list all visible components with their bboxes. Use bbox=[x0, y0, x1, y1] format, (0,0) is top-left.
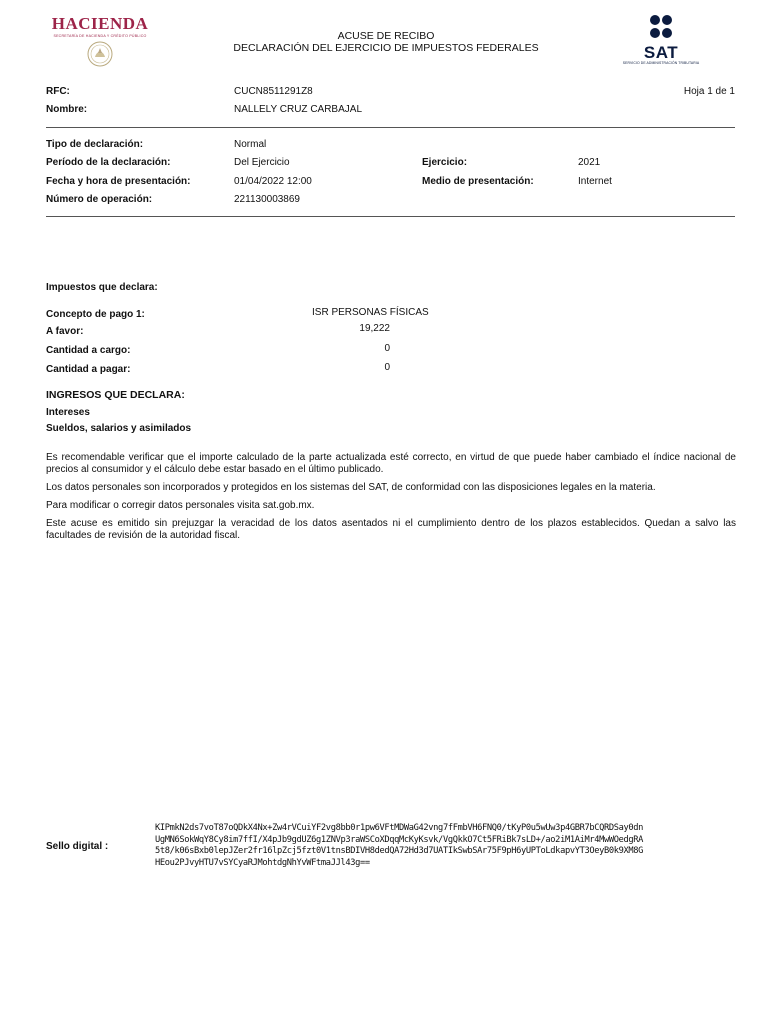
numero-value: 221130003869 bbox=[234, 194, 300, 205]
document-title bbox=[200, 30, 572, 54]
divider-top bbox=[46, 127, 735, 128]
concepto-label: Concepto de pago 1: bbox=[46, 309, 145, 320]
nombre-value: NALLELY CRUZ CARBAJAL bbox=[234, 104, 363, 115]
cargo-label: Cantidad a cargo: bbox=[46, 345, 131, 356]
concepto-value: ISR PERSONAS FÍSICAS bbox=[312, 307, 429, 318]
sello-digital-value: KIPmkN2ds7voT87oQDkX4Nx+Zw4rVCuiYF2vg8bb0r1pw6VFtMDWaG42vng7fFmbVH6FNQ0/tKyP0u5wUw3p4GBR7bCQRDSay0dn UgMN6SokWqY8Cy8im7ffI/X4pJb9gdUZ6g1ZNVp3raWSCoXDqqMcKyKsvk/VgQkkO7Ct5FRiBk7sLD+/ao2iM1AiMr4MwWOedgRA 5t8/k06sBxb0lepJZer2fr16lpZcj5fzt0V1tnsBDIVH8dedQA72Hd3d7UATIkSwbSAr75F9pH6yUPToLdkapvYT3OeyB0k9XM8G HEou2PJvyHTU7vSYCyaRJMohtdgNhYvWFtmaJJl43g== bbox=[155, 823, 644, 868]
numero-label: Número de operación: bbox=[46, 194, 153, 205]
cargo-value: 0 bbox=[384, 343, 390, 354]
periodo-label: Período de la declaración: bbox=[46, 157, 171, 168]
ejercicio-value: 2021 bbox=[578, 157, 601, 168]
hacienda-logo bbox=[50, 14, 150, 70]
nombre-label: Nombre: bbox=[46, 104, 88, 115]
fecha-label: Fecha y hora de presentación: bbox=[46, 176, 191, 187]
pagar-label: Cantidad a pagar: bbox=[46, 364, 131, 375]
title-line-2: DECLARACIÓN DEL EJERCICIO DE IMPUESTOS FEDERALES bbox=[233, 42, 539, 54]
pagar-value: 0 bbox=[384, 362, 390, 373]
periodo-value: Del Ejercicio bbox=[234, 157, 290, 168]
title-line-1: ACUSE DE RECIBO bbox=[337, 30, 435, 42]
sat-dots-icon bbox=[641, 14, 681, 40]
fecha-value: 01/04/2022 12:00 bbox=[234, 176, 312, 187]
favor-label: A favor: bbox=[46, 326, 84, 337]
rfc-label: RFC: bbox=[46, 86, 70, 97]
tipo-label: Tipo de declaración: bbox=[46, 139, 144, 150]
sat-logo-wordmark: SAT bbox=[643, 43, 679, 62]
sat-logo bbox=[620, 14, 702, 70]
rfc-value: CUCN8511291Z8 bbox=[234, 86, 313, 97]
divider-bottom bbox=[46, 216, 735, 217]
notice-paragraph: Es recomendable verificar que el importe calculado de la parte actualizada esté correcto, en virtud de que puede haber cambiado el índice nacional de precios al consumidor y el cálculo debe estar basado en el último publicado. bbox=[46, 452, 736, 475]
medio-value: Internet bbox=[578, 176, 612, 187]
notice-paragraph: Este acuse es emitido sin prejuzgar la veracidad de los datos asentados ni el cumplimiento dentro de los plazos establecidos. Quedan a salvo las facultades de revisión de la autoridad fiscal. bbox=[46, 518, 736, 541]
notice-paragraph: Los datos personales son incorporados y protegidos en los sistemas del SAT, de conformidad con las disposiciones legales en la materia. bbox=[46, 482, 656, 493]
page-indicator: Hoja 1 de 1 bbox=[683, 86, 735, 97]
sello-label: Sello digital : bbox=[46, 841, 109, 852]
tipo-value: Normal bbox=[234, 139, 267, 150]
notice-paragraph: Para modificar o corregir datos personales visita sat.gob.mx. bbox=[46, 500, 315, 511]
impuestos-heading: Impuestos que declara: bbox=[46, 282, 158, 293]
hacienda-logo-wordmark: HACIENDA bbox=[51, 14, 149, 33]
coat-of-arms-icon bbox=[87, 41, 113, 67]
ingresos-heading: INGRESOS QUE DECLARA: bbox=[46, 389, 185, 401]
ingreso-item: Intereses bbox=[46, 407, 90, 418]
medio-label: Medio de presentación: bbox=[422, 176, 534, 187]
favor-value: 19,222 bbox=[359, 323, 390, 334]
ejercicio-label: Ejercicio: bbox=[422, 157, 468, 168]
hacienda-logo-subtitle: SECRETARÍA DE HACIENDA Y CRÉDITO PÚBLICO bbox=[53, 34, 147, 38]
sat-logo-subtitle: SERVICIO DE ADMINISTRACIÓN TRIBUTARIA bbox=[622, 61, 700, 65]
ingreso-item: Sueldos, salarios y asimilados bbox=[46, 423, 192, 434]
